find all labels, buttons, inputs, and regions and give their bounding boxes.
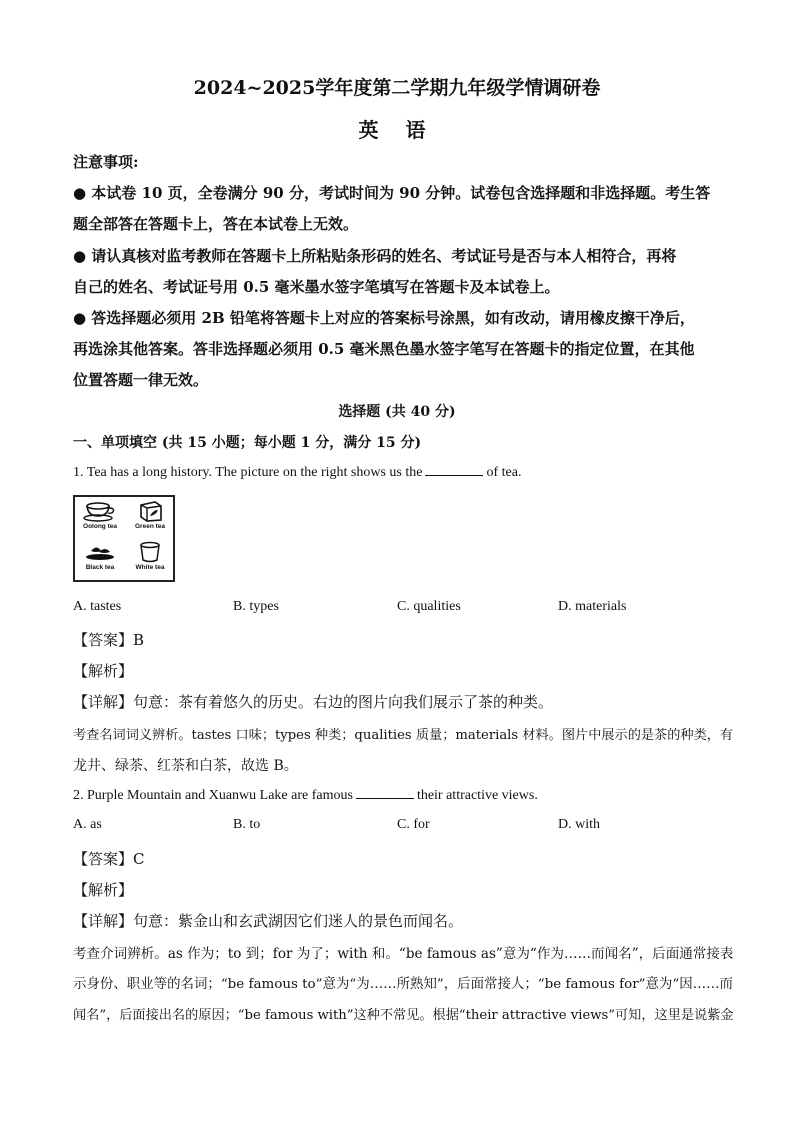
tea-box-icon xyxy=(133,500,167,522)
note-3-line-1: ● 答选择题必须用 2B 铅笔将答题卡上对应的答案标号涂黑，如有改动，请用橡皮擦干净后， xyxy=(73,309,695,327)
note-1-line-2: 题全部答在答题卡上，答在本试卷上无效。 xyxy=(73,215,359,233)
q2-option-c[interactable]: C. for xyxy=(397,817,430,832)
note-3-line-3: 位置答题一律无效。 xyxy=(73,371,209,389)
teacup-icon xyxy=(83,500,117,522)
q2-detail xyxy=(73,910,463,931)
q1-blank xyxy=(425,463,483,476)
q2-stem xyxy=(73,786,538,804)
q1-option-b[interactable]: B. types xyxy=(233,599,279,614)
q1-answer-tag: 【答案】 xyxy=(73,631,134,649)
note-2-line-1: ● 请认真核对监考教师在答题卡上所粘贴条形码的姓名、考试证号是否与本人相符合，再将 xyxy=(73,247,677,265)
q1-answer xyxy=(73,629,144,650)
tea-item-green xyxy=(125,497,175,539)
q2-detail-tag: 【详解】 xyxy=(73,912,134,930)
section-title: 选择题 (共 40 分) xyxy=(338,404,456,420)
tea-label-oolong: Oolong tea xyxy=(83,523,117,530)
tea-label-black: Black tea xyxy=(85,564,115,571)
q2-option-a[interactable]: A. as xyxy=(73,817,102,832)
note-3-line-2: 再选涂其他答案。答非选择题必须用 0.5 毫米黑色墨水签字笔写在答题卡的指定位置，在其他 xyxy=(73,340,695,358)
q1-stem xyxy=(73,463,521,481)
q2-answer xyxy=(73,848,145,869)
notes-heading: 注意事项: xyxy=(73,153,139,171)
q1-stem-end: of tea. xyxy=(486,465,522,480)
note-1-line-1: ● 本试卷 10 页，全卷满分 90 分，考试时间为 90 分钟。试卷包含选择题和非选择题。考生答 xyxy=(73,184,711,202)
tea-item-white xyxy=(125,538,175,580)
note-2-line-2: 自己的姓名、考试证号用 0.5 毫米墨水签字笔填写在答题卡及本试卷上。 xyxy=(73,278,560,296)
q1-explain-line-1: 考查名词词义辨析。tastes 口味；types 种类；qualities 质量；materials 材料。图片中展示的是茶的种类，有 xyxy=(73,728,734,743)
glass-cup-icon xyxy=(133,541,167,563)
q2-stem-end: their attractive views. xyxy=(416,788,538,803)
q2-detail-text: 句意：紫金山和玄武湖因它们迷人的景色而闻名。 xyxy=(133,912,464,930)
part-1-title: 一、单项填空 (共 15 小题；每小题 1 分，满分 15 分) xyxy=(73,435,422,451)
tea-label-green: Green tea xyxy=(135,523,165,530)
q1-detail-tag: 【详解】 xyxy=(73,693,134,711)
q2-explain-line-3: 闻名”，后面接出名的原因；“be famous with”这种不常见。根据“their attractive views”可知，这里是说紫金 xyxy=(73,1008,734,1023)
q1-stem-start: 1. Tea has a long history. The picture on the right shows us the xyxy=(73,465,423,480)
exam-title: 2024~2025学年度第二学期九年级学情调研卷 xyxy=(193,77,601,99)
tea-types-image xyxy=(73,495,175,582)
q1-option-c[interactable]: C. qualities xyxy=(397,599,461,614)
q1-answer-value: B xyxy=(133,631,145,649)
q1-detail xyxy=(73,691,553,712)
q2-option-b[interactable]: B. to xyxy=(233,817,261,832)
subject-title: 英 语 xyxy=(358,118,436,142)
tea-leaves-icon xyxy=(83,541,117,563)
tea-item-oolong xyxy=(75,497,125,539)
q1-explain-line-2: 龙井、绿茶、红茶和白茶，故选 B。 xyxy=(73,758,298,774)
q2-blank xyxy=(356,786,414,799)
q2-analysis-tag: 【解析】 xyxy=(73,881,134,899)
q2-answer-value: C xyxy=(133,850,145,868)
q2-explain-line-1: 考查介词辨析。as 作为；to 到；for 为了；with 和。“be famous as”意为“作为……而闻名”，后面通常接表 xyxy=(73,946,734,962)
q1-option-a[interactable]: A. tastes xyxy=(73,599,122,614)
tea-item-black xyxy=(75,538,125,580)
q1-analysis-tag: 【解析】 xyxy=(73,662,134,680)
q1-option-d[interactable]: D. materials xyxy=(558,599,627,614)
q2-answer-tag: 【答案】 xyxy=(73,850,134,868)
q1-detail-text: 句意：茶有着悠久的历史。右边的图片向我们展示了茶的种类。 xyxy=(133,693,554,711)
q2-explain-line-2: 示身份、职业等的名词；“be famous to”意为“为……所熟知”，后面常接人；“be famous for”意为“因……而 xyxy=(73,977,733,992)
q2-option-d[interactable]: D. with xyxy=(558,817,600,832)
tea-label-white: White tea xyxy=(135,564,165,571)
q2-stem-start: 2. Purple Mountain and Xuanwu Lake are famous xyxy=(73,788,353,803)
